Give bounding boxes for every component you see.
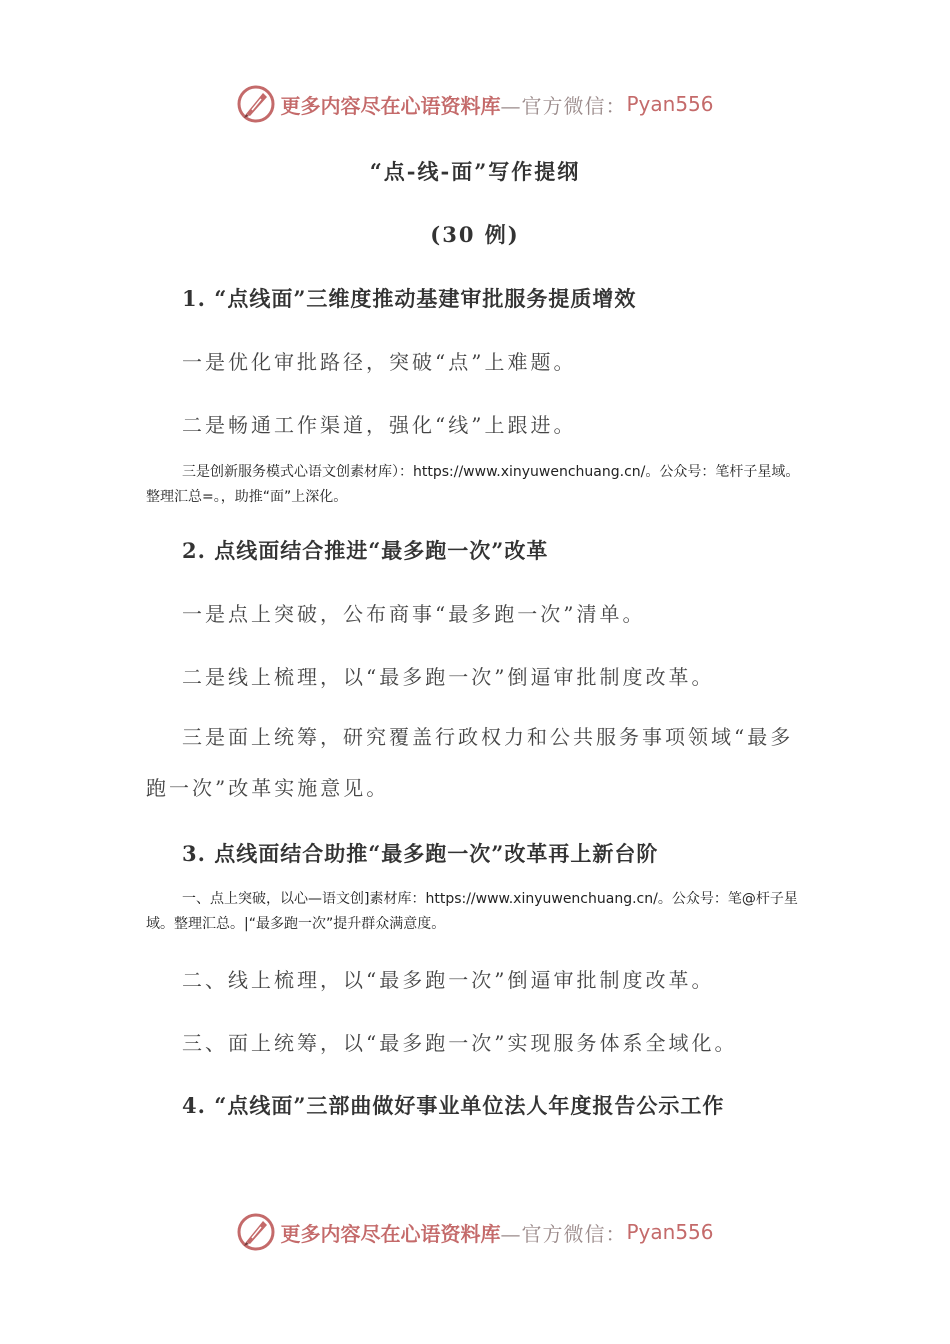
section-2-point-2: 二是线上梳理，以“最多跑一次”倒逼审批制度改革。 <box>182 665 715 689</box>
footer-banner-content <box>236 1212 713 1252</box>
section-3-point-2: 二、线上梳理，以“最多跑一次”倒逼审批制度改革。 <box>182 968 715 992</box>
quill-logo-icon <box>236 1212 276 1252</box>
section-3-point-3: 三、面上统筹，以“最多跑一次”实现服务体系全域化。 <box>182 1031 738 1055</box>
banner-sub-text: —官方微信： <box>500 93 627 118</box>
section-4-heading: 4. “点线面”三部曲做好事业单位法人年度报告公示工作 <box>182 1093 725 1118</box>
section-2-point-3: 三是面上统筹，研究覆盖行政权力和公共服务事项领域“最多跑一次”改革实施意见。 <box>146 725 794 800</box>
section-3-heading: 3. 点线面结合助推“最多跑一次”改革再上新台阶 <box>182 841 659 866</box>
quill-logo-icon <box>236 84 276 124</box>
document-title: “点-线-面”写作提纲 <box>369 159 581 184</box>
section-3-point-1: 一、点上突破，以心—语文创]素材库：https://www.xinyuwenchuang.cn/。公众号：笔@杆子星域。整理汇总。|“最多跑一次”提升群众满意度。 <box>146 891 798 932</box>
section-2-point-1: 一是点上突破，公布商事“最多跑一次”清单。 <box>182 602 646 626</box>
banner-main-text: 更多内容尽在心语资料库 <box>280 93 501 118</box>
section-1-heading: 1. “点线面”三维度推动基建审批服务提质增效 <box>182 286 637 311</box>
banner-wechat-id: Pyan556 <box>626 1220 714 1244</box>
banner-wechat-id: Pyan556 <box>626 92 714 116</box>
section-2-heading: 2. 点线面结合推进“最多跑一次”改革 <box>182 538 549 563</box>
banner-sub-text: —官方微信： <box>500 1221 627 1246</box>
section-1-point-1: 一是优化审批路径，突破“点”上难题。 <box>182 350 577 374</box>
header-banner-content <box>236 84 713 124</box>
header-banner <box>0 82 950 126</box>
banner-main-text: 更多内容尽在心语资料库 <box>280 1221 501 1246</box>
section-1-point-3: 三是创新服务模式心语文创素材库）：https://www.xinyuwenchuang.cn/。公众号：笔杆子星域。整理汇总=。，助推“面”上深化。 <box>146 464 800 505</box>
footer-banner <box>0 1210 950 1254</box>
section-1-point-2: 二是畅通工作渠道，强化“线”上跟进。 <box>182 413 577 437</box>
document-subtitle: (30 例) <box>430 222 520 247</box>
